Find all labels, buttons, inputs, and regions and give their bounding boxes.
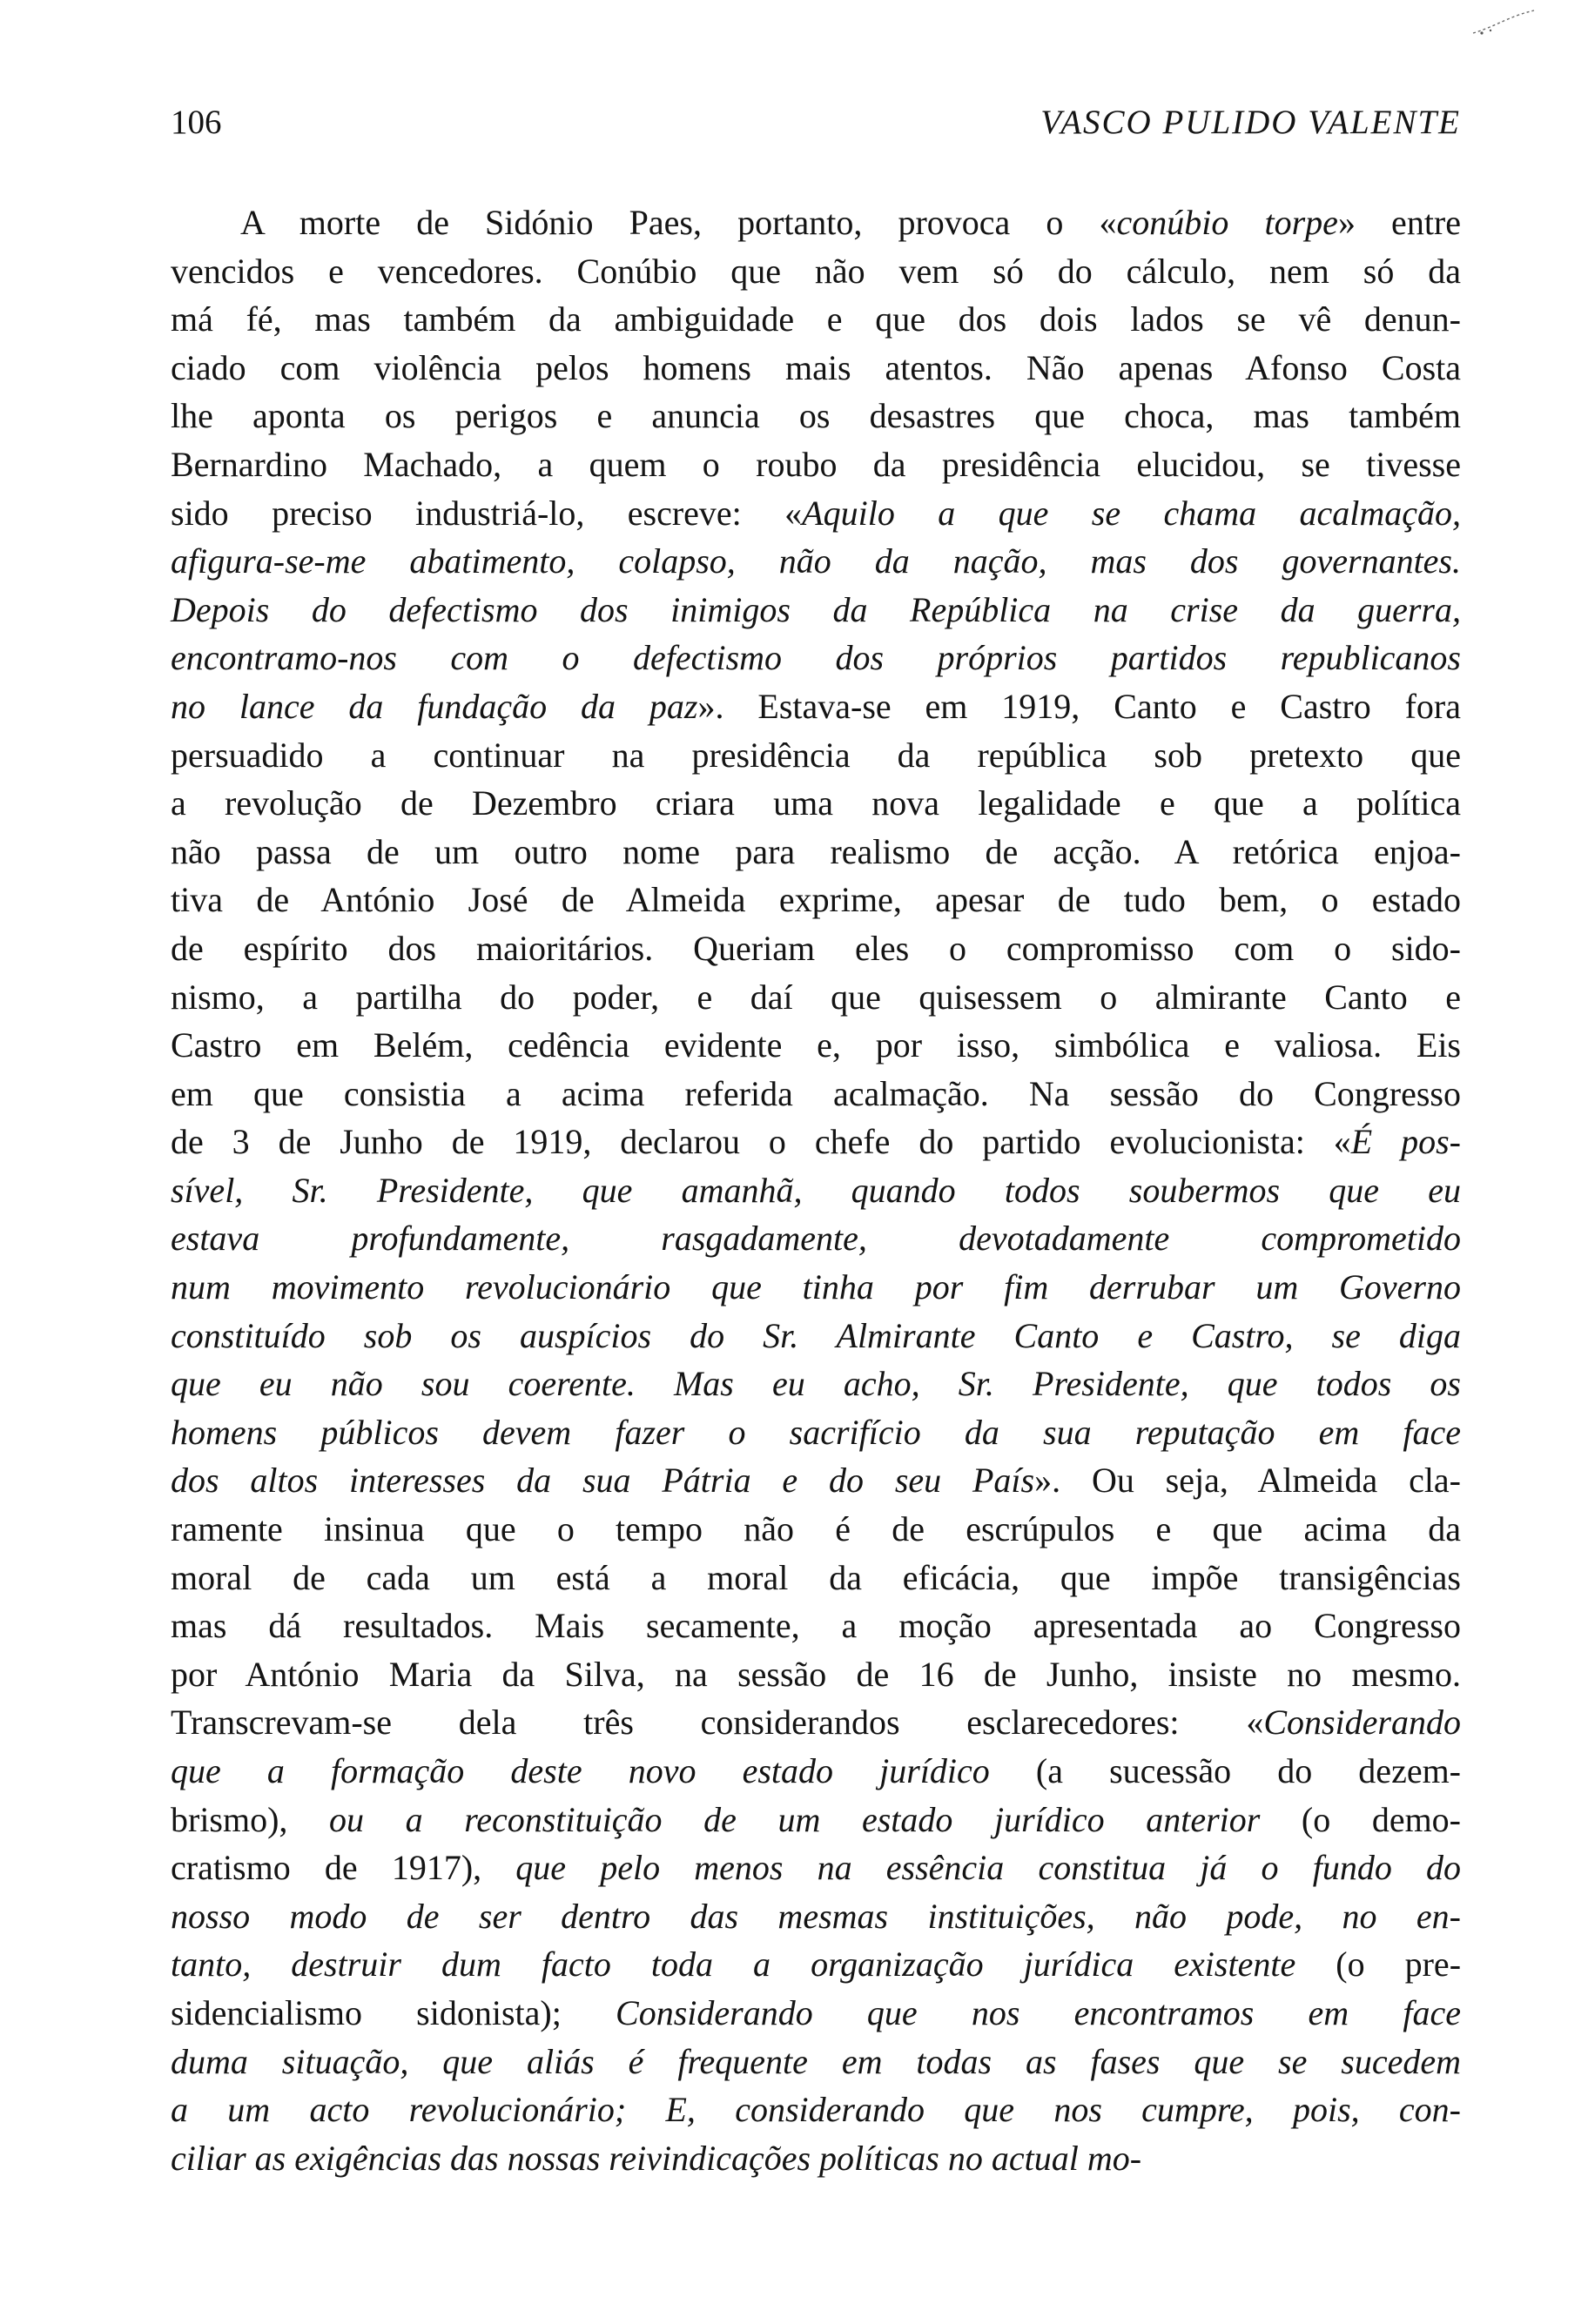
text-line bbox=[171, 634, 1461, 682]
text-line bbox=[171, 586, 1461, 635]
text-line bbox=[171, 537, 1461, 586]
text-line bbox=[171, 440, 1461, 489]
italic-text-run: encontramo-nos com o defectismo dos próprios partidos republicanos bbox=[171, 638, 1461, 678]
text-line bbox=[171, 1892, 1461, 1941]
text-run: mas dá resultados. Mais secamente, a moção apresentada ao Congresso bbox=[171, 1606, 1461, 1646]
text-run: cratismo de 1917), bbox=[171, 1848, 516, 1888]
italic-text-run: ou a reconstituição de um estado jurídico anterior bbox=[329, 1799, 1261, 1839]
italic-text-run: tanto, destruir dum facto toda a organização jurídica existente bbox=[171, 1945, 1296, 1985]
text-line bbox=[171, 1940, 1461, 1989]
text-line bbox=[171, 1360, 1461, 1408]
text-run: Bernardino Machado, a quem o roubo da presidência elucidou, se tivesse bbox=[171, 444, 1461, 484]
text-line bbox=[171, 1408, 1461, 1457]
italic-text-run: ciliar as exigências das nossas reivindicações políticas no actual mo- bbox=[171, 2138, 1142, 2178]
text-run: ramente insinua que o tempo não é de escrúpulos e que acima da bbox=[171, 1509, 1461, 1549]
text-line bbox=[171, 1312, 1461, 1360]
italic-text-run: homens públicos devem fazer o sacrifício da sua reputação em face bbox=[171, 1412, 1461, 1452]
italic-text-run: É pos- bbox=[1350, 1122, 1461, 1162]
text-run: ». Estava-se em 1919, Canto e Castro fora bbox=[697, 686, 1461, 726]
italic-text-run: Depois do defectismo dos inimigos da República na crise da guerra, bbox=[171, 589, 1461, 629]
text-line bbox=[171, 1118, 1461, 1166]
italic-text-run: constituído sob os auspícios do Sr. Almirante Canto e Castro, se diga bbox=[171, 1315, 1461, 1355]
italic-text-run: que eu não sou coerente. Mas eu acho, Sr. Presidente, que todos os bbox=[171, 1364, 1461, 1404]
text-line bbox=[171, 2134, 1461, 2183]
text-line bbox=[171, 489, 1461, 538]
text-line bbox=[171, 1747, 1461, 1796]
text-line bbox=[171, 828, 1461, 877]
text-run: lhe aponta os perigos e anuncia os desastres que choca, mas também bbox=[171, 396, 1461, 436]
text-line bbox=[171, 1698, 1461, 1747]
text-line bbox=[171, 247, 1461, 296]
italic-text-run: Considerando que nos encontramos em face bbox=[616, 1992, 1461, 2032]
text-run: (o pre- bbox=[1295, 1945, 1462, 1985]
text-line bbox=[171, 924, 1461, 973]
text-line bbox=[171, 1602, 1461, 1650]
text-line bbox=[171, 2038, 1461, 2086]
text-run: (o demo- bbox=[1260, 1799, 1462, 1839]
text-line bbox=[171, 779, 1461, 828]
text-run: A morte de Sidónio Paes, portanto, provoca o « bbox=[240, 203, 1117, 242]
text-line bbox=[171, 1021, 1461, 1070]
text-line bbox=[171, 682, 1461, 731]
italic-text-run: sível, Sr. Presidente, que amanhã, quando todos soubermos que eu bbox=[171, 1170, 1461, 1210]
text-run: » entre bbox=[1337, 203, 1462, 242]
italic-text-run: que pelo menos na essência constitua já o fundo do bbox=[515, 1848, 1461, 1888]
italic-text-run: a um acto revolucionário; E, considerando que nos cumpre, pois, con- bbox=[171, 2090, 1461, 2130]
text-run: sidencialismo sidonista); bbox=[171, 1992, 616, 2032]
text-line bbox=[171, 2086, 1461, 2134]
text-line bbox=[171, 1263, 1461, 1312]
page-number: 106 bbox=[171, 104, 222, 141]
italic-text-run: estava profundamente, rasgadamente, devotadamente comprometido bbox=[171, 1219, 1461, 1259]
text-line bbox=[171, 1989, 1461, 2038]
text-line bbox=[171, 1166, 1461, 1215]
text-line bbox=[171, 1796, 1461, 1844]
text-run: de 3 de Junho de 1919, declarou o chefe do partido evolucionista: « bbox=[171, 1122, 1351, 1162]
text-run: de espírito dos maioritários. Queriam eles o compromisso com o sido- bbox=[171, 928, 1461, 968]
text-run: ciado com violência pelos homens mais atentos. Não apenas Afonso Costa bbox=[171, 347, 1461, 387]
italic-text-run: no lance da fundação da paz bbox=[171, 686, 698, 726]
text-line bbox=[171, 198, 1461, 247]
text-run: tiva de António José de Almeida exprime, apesar de tudo bem, o estado bbox=[171, 880, 1461, 920]
text-line bbox=[171, 731, 1461, 780]
text-run: em que consistia a acima referida acalmação. Na sessão do Congresso bbox=[171, 1073, 1461, 1113]
text-line bbox=[171, 876, 1461, 924]
text-run: persuadido a continuar na presidência da república sob pretexto que bbox=[171, 735, 1461, 775]
italic-text-run: Aquilo a que se chama acalmação, bbox=[802, 493, 1461, 533]
italic-text-run: afigura-se-me abatimento, colapso, não da nação, mas dos governantes. bbox=[171, 541, 1461, 581]
text-line bbox=[171, 1505, 1461, 1554]
text-run: a revolução de Dezembro criara uma nova legalidade e que a política bbox=[171, 783, 1461, 823]
text-line bbox=[171, 1456, 1461, 1505]
text-run: (a sucessão do dezem- bbox=[989, 1751, 1462, 1790]
italic-text-run: num movimento revolucionário que tinha por fim derrubar um Governo bbox=[171, 1267, 1461, 1307]
text-line bbox=[171, 973, 1461, 1022]
italic-text-run: que a formação deste novo estado jurídico bbox=[171, 1751, 990, 1790]
text-run: brismo), bbox=[171, 1799, 330, 1839]
text-run: por António Maria da Silva, na sessão de 16 de Junho, insiste no mesmo. bbox=[171, 1654, 1461, 1694]
text-line bbox=[171, 295, 1461, 344]
text-line bbox=[171, 1554, 1461, 1602]
scan-speck-mark bbox=[1470, 7, 1538, 38]
text-line bbox=[171, 1844, 1461, 1892]
italic-text-run: duma situação, que aliás é frequente em todas as fases que se sucedem bbox=[171, 2041, 1461, 2081]
text-line bbox=[171, 1650, 1461, 1699]
text-run: moral de cada um está a moral da eficácia, que impõe transigências bbox=[171, 1557, 1461, 1597]
text-run: má fé, mas também da ambiguidade e que dos dois lados se vê denun- bbox=[171, 299, 1461, 339]
text-run: não passa de um outro nome para realismo de acção. A retórica enjoa- bbox=[171, 831, 1461, 871]
text-run: Castro em Belém, cedência evidente e, por isso, simbólica e valiosa. Eis bbox=[171, 1025, 1461, 1065]
text-run: ». Ou seja, Almeida cla- bbox=[1034, 1461, 1462, 1501]
text-line bbox=[171, 1214, 1461, 1263]
italic-text-run: conúbio torpe bbox=[1116, 203, 1338, 242]
text-run: sido preciso industriá-lo, escreve: « bbox=[171, 493, 803, 533]
text-line bbox=[171, 1070, 1461, 1118]
page-header bbox=[171, 98, 1461, 147]
italic-text-run: Considerando bbox=[1263, 1703, 1461, 1743]
text-line bbox=[171, 344, 1461, 393]
running-head-author: VASCO PULIDO VALENTE bbox=[1040, 104, 1461, 141]
text-run: vencidos e vencedores. Conúbio que não vem só do cálculo, nem só da bbox=[171, 251, 1461, 291]
italic-text-run: nosso modo de ser dentro das mesmas instituições, não pode, no en- bbox=[171, 1896, 1461, 1936]
body-paragraph bbox=[171, 198, 1461, 2182]
text-run: nismo, a partilha do poder, e daí que quisessem o almirante Canto e bbox=[171, 977, 1461, 1017]
text-line bbox=[171, 392, 1461, 440]
italic-text-run: dos altos interesses da sua Pátria e do seu País bbox=[171, 1461, 1035, 1501]
text-run: Transcrevam-se dela três considerandos esclarecedores: « bbox=[171, 1703, 1264, 1743]
